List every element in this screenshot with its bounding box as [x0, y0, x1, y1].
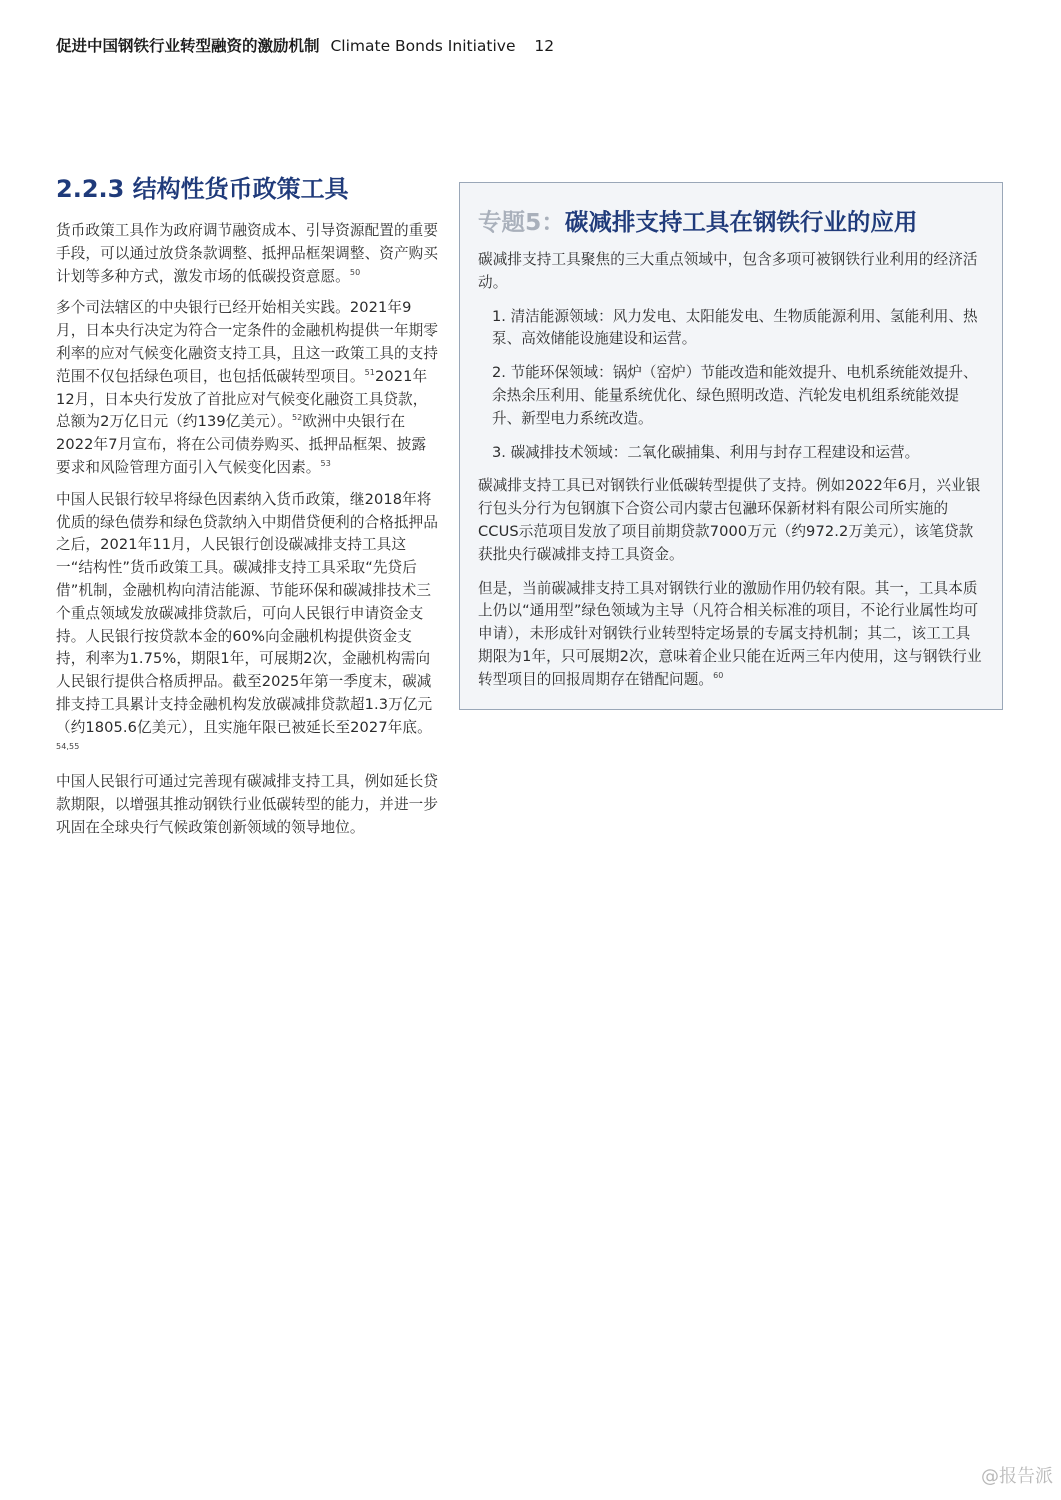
watermark: @报告派 — [981, 1466, 1053, 1487]
organization-name: Climate Bonds Initiative — [330, 37, 516, 55]
footnote-ref: 54,55 — [56, 741, 80, 751]
list-item: 2. 节能环保领域：锅炉（窑炉）节能改造和能效提升、电机系统能效提升、余热余压利用、能量系统优化、绿色照明改造、汽轮发电机组系统能效提升、新型电力系统改造。 — [492, 364, 978, 427]
paragraph-2: 多个司法辖区的中央银行已经开始相关实践。2021年9月，日本央行决定为符合一定条件的金融机构提供一年期零利率的应对气候变化融资支持工具，且这一政策工具的支持范围不仅包括绿色项目，也包括低碳转型项目。$^{51}$2021年12月，日本央行发放了首批应对气候变化融资工具贷款，总额为2万亿日元（约139亿美元）。$^{52}$欧洲中央银行在2022年7月宣布，将在公司债券购买、抵押品框架、披露要求和风险管理方面引入气候变化因素。$^{53}$ — [56, 299, 439, 476]
box-label: 专题5： — [478, 208, 565, 236]
paragraph-1: 货币政策工具作为政府调节融资成本、引导资源配置的重要手段，可以通过放贷条款调整、抵押品框架调整、资产购买计划等多种方式，激发市场的低碳投资意愿。$^{50}$ — [56, 222, 439, 285]
feature-box — [459, 182, 1003, 710]
paragraph-3: 中国人民银行较早将绿色因素纳入货币政策，继2018年将优质的绿色债券和绿色贷款纳入中期借贷便利的合格抵押品之后，2021年11月，人民银行创设碳减排支持工具这一“结构性”货币政策工具。碳减排支持工具采取“先贷后借”机制，金融机构向清洁能源、节能环保和碳减排技术三个重点领域发放碳减排贷款后，可向人民银行申请资金支持。人民银行按贷款本金的60%向金融机构提供资金支持，利率为1.75%，期限1年，可展期2次，金融机构需向人民银行提供合格质押品。截至2025年第一季度末，碳减排支持工具累计支持金融机构发放碳减排贷款超1.3万亿元（约1805.6亿美元），且实施年限已被延长至2027年底。$^{54,55}$ — [56, 490, 439, 751]
box-example-paragraph: 碳减排支持工具已对钢铁行业低碳转型提供了支持。例如2022年6月，兴业银行包头分行为包钢旗下合资公司内蒙古包瀜环保新材料有限公司所实施的CCUS示范项目发放了项目前期贷款7000万元（约972.2万美元），该笔贷款获批央行碳减排支持工具资金。 — [478, 477, 981, 563]
box-title — [478, 205, 982, 239]
footnote-ref: 53 — [320, 459, 331, 469]
box-intro: 碳减排支持工具聚焦的三大重点领域中，包含多项可被钢铁行业利用的经济活动。 — [478, 251, 978, 291]
list-item: 1. 清洁能源领域：风力发电、太阳能发电、生物质能源利用、氢能利用、热泵、高效储能设施建设和运营。 — [492, 307, 978, 348]
main-column — [56, 172, 440, 849]
page-header — [56, 34, 554, 56]
page-number: 12 — [534, 37, 555, 55]
footnote-ref: 50 — [349, 267, 361, 277]
box-title-text: 碳减排支持工具在钢铁行业的应用 — [564, 208, 918, 236]
footnote-ref: 60 — [713, 670, 724, 680]
report-title: 促进中国钢铁行业转型融资的激励机制 — [56, 37, 320, 55]
list-item: 3. 碳减排技术领域：二氧化碳捕集、利用与封存工程建设和运营。 — [492, 443, 920, 461]
section-heading: 2.2.3 结构性货币政策工具 — [56, 175, 349, 203]
box-limits-paragraph: 但是，当前碳减排支持工具对钢铁行业的激励作用仍较有限。其一，工具本质上仍以“通用型”绿色领域为主导（凡符合相关标准的项目，不论行业属性均可申请），未形成针对钢铁行业转型特定场景的专属支持机制；其二，该工工具期限为1年，只可展期2次，意味着企业只能在近两三年内使用，这与钢铁行业转型项目的回报周期存在错配问题。$^{60}$ — [478, 579, 982, 688]
footnote-ref: 51 — [364, 367, 375, 377]
paragraph-4: 中国人民银行可通过完善现有碳减排支持工具，例如延长贷款期限，以增强其推动钢铁行业低碳转型的能力，并进一步巩固在全球央行气候政策创新领域的领导地位。 — [56, 773, 439, 836]
footnote-ref: 52 — [291, 413, 303, 423]
